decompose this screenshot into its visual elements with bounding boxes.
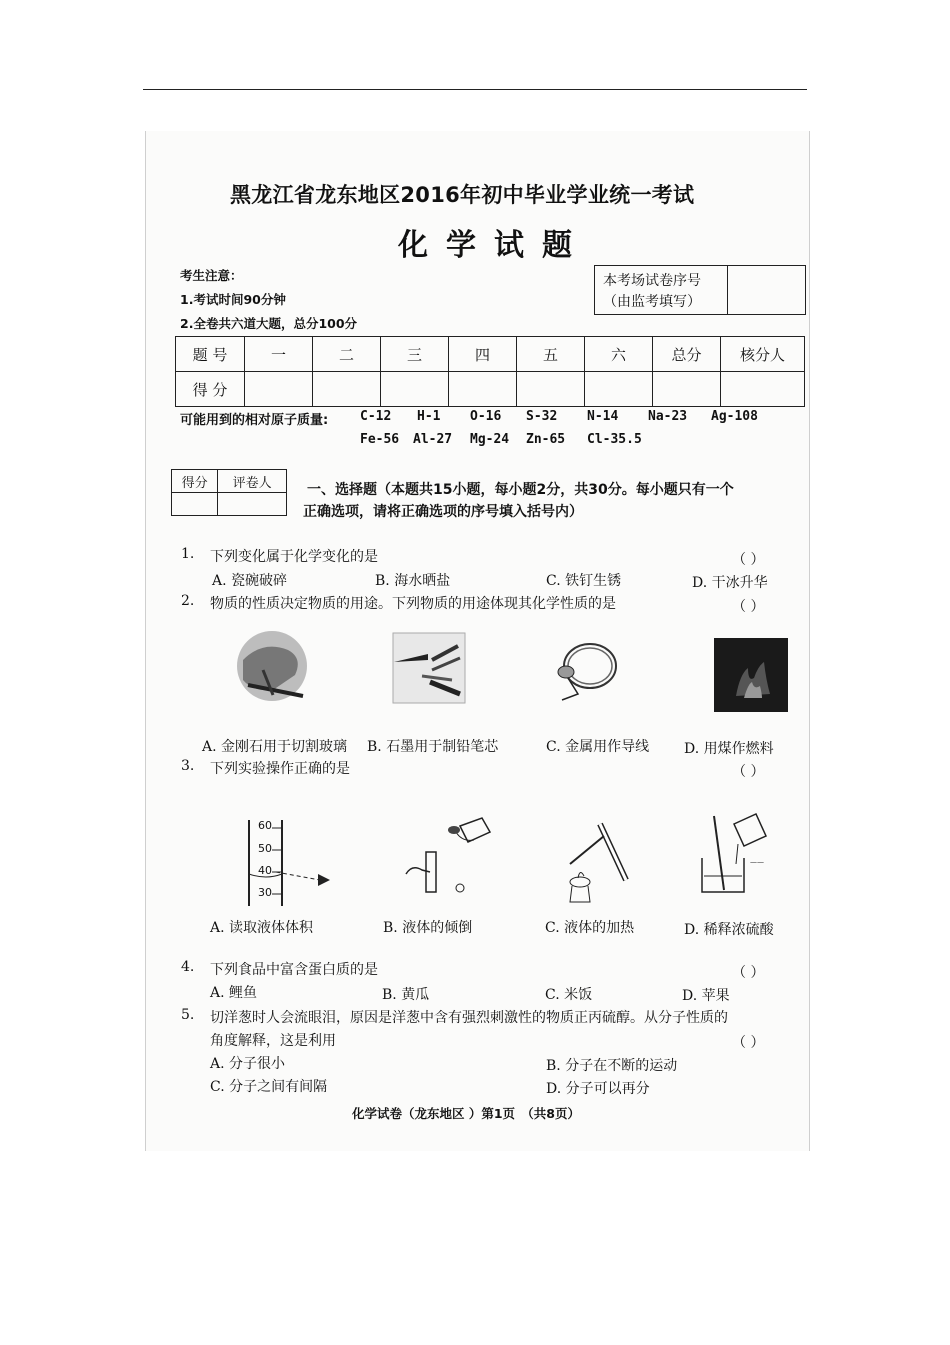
notice-item-1: 1.考试时间90分钟 — [180, 292, 286, 307]
question-text: 下列实验操作正确的是 — [210, 761, 350, 777]
option: A. 读取液体体积 — [210, 920, 314, 936]
cylinder-tick-label: 30 — [258, 886, 272, 899]
atomic-mass-item: Na-23 — [648, 409, 688, 424]
grader-score-cell[interactable] — [172, 493, 218, 516]
svg-text:——: —— — [750, 858, 764, 866]
question-text-continued: 角度解释，这是利用 — [210, 1033, 336, 1049]
dilute-sulfuric-acid-image — [690, 812, 786, 896]
option: B. 液体的倾倒 — [383, 920, 473, 936]
atomic-mass-item: N-14 — [587, 409, 619, 424]
grader-score-label: 得分 — [172, 470, 218, 493]
option: D. 分子可以再分 — [546, 1081, 650, 1097]
notice-heading: 考生注意： — [180, 268, 243, 283]
option: B. 石墨用于制铅笔芯 — [367, 739, 499, 755]
atomic-mass-item: Ag-108 — [711, 409, 758, 424]
score-header-cell: 二 — [313, 337, 381, 372]
question-text: 下列变化属于化学变化的是 — [210, 549, 378, 565]
seat-number-box — [594, 265, 806, 315]
atomic-mass-label: 可能用到的相对原子质量: — [180, 413, 329, 428]
grader-name-cell[interactable] — [218, 493, 287, 516]
graphite-pencil-image — [392, 632, 466, 704]
graduated-cylinder-image — [236, 818, 346, 908]
atomic-mass-item: Fe-56 — [360, 432, 400, 447]
score-header-cell: 总分 — [653, 337, 721, 372]
score-input-cell[interactable] — [585, 372, 653, 407]
score-header-cell: 四 — [449, 337, 517, 372]
option: D. 用煤作燃料 — [684, 741, 774, 757]
cylinder-tick-label: 50 — [258, 842, 272, 855]
atomic-mass-item: Mg-24 — [470, 432, 510, 447]
score-table — [175, 336, 805, 407]
score-header-cell: 六 — [585, 337, 653, 372]
grader-name-label: 评卷人 — [218, 470, 287, 493]
answer-bracket[interactable]: （ ） — [732, 599, 765, 615]
seat-box-line2: （由监考填写） — [603, 294, 701, 310]
question-number: 5. — [181, 1007, 195, 1023]
option: A. 分子很小 — [210, 1056, 286, 1072]
option: B. 海水晒盐 — [375, 573, 451, 589]
atomic-mass-item: H-1 — [417, 409, 441, 424]
score-header-cell: 五 — [517, 337, 585, 372]
grader-box — [171, 469, 287, 516]
question-text: 切洋葱时人会流眼泪，原因是洋葱中含有强烈刺激性的物质正丙硫醇。从分子性质的 — [210, 1010, 728, 1026]
atomic-mass-item: Cl-35.5 — [587, 432, 642, 447]
diamond-cutting-glass-image — [233, 630, 311, 702]
option: C. 金属用作导线 — [546, 739, 650, 755]
score-input-cell[interactable] — [517, 372, 585, 407]
question-number: 1. — [181, 546, 195, 562]
score-input-cell[interactable] — [313, 372, 381, 407]
atomic-mass-item: Al-27 — [413, 432, 453, 447]
score-row-label: 得 分 — [176, 372, 245, 407]
score-input-cell[interactable] — [381, 372, 449, 407]
section-heading-line1: 一、选择题（本题共15小题，每小题2分，共30分。每小题只有一个 — [307, 482, 734, 498]
atomic-mass-item: O-16 — [470, 409, 502, 424]
atomic-mass-item: C-12 — [360, 409, 392, 424]
option: C. 米饭 — [545, 987, 593, 1003]
score-table-score-row — [176, 372, 805, 407]
option: C. 分子之间有间隔 — [210, 1079, 328, 1095]
option: B. 分子在不断的运动 — [546, 1058, 678, 1074]
option: C. 液体的加热 — [545, 920, 635, 936]
top-rule — [143, 89, 807, 90]
atomic-mass-item: S-32 — [526, 409, 558, 424]
score-input-cell[interactable] — [653, 372, 721, 407]
score-header-cell: 题 号 — [176, 337, 245, 372]
answer-bracket[interactable]: （ ） — [732, 1035, 765, 1051]
score-input-cell[interactable] — [449, 372, 517, 407]
coal-fire-image — [714, 638, 788, 712]
question-number: 3. — [181, 758, 195, 774]
score-input-cell[interactable] — [721, 372, 805, 407]
cylinder-tick-label: 60 — [258, 819, 272, 832]
page-footer: 化学试卷（龙东地区 ）第1页 （共8页） — [352, 1106, 580, 1121]
option: C. 铁钉生锈 — [546, 573, 622, 589]
option: A. 鲤鱼 — [210, 985, 258, 1001]
option: D. 苹果 — [682, 988, 730, 1004]
cylinder-tick-label: 40 — [258, 864, 272, 877]
question-text: 下列食品中富含蛋白质的是 — [210, 962, 378, 978]
score-header-cell: 三 — [381, 337, 449, 372]
answer-bracket[interactable]: （ ） — [732, 552, 765, 568]
score-table-header-row — [176, 337, 805, 372]
option: A. 瓷碗破碎 — [212, 573, 288, 589]
seat-box-line1: 本考场试卷序号 — [603, 273, 701, 289]
liquid-heating-image — [560, 816, 646, 906]
notice-item-2: 2.全卷共六道大题，总分100分 — [180, 316, 358, 331]
answer-bracket[interactable]: （ ） — [732, 965, 765, 981]
option: B. 黄瓜 — [382, 987, 430, 1003]
answer-bracket[interactable]: （ ） — [732, 764, 765, 780]
option: D. 干冰升华 — [692, 575, 768, 591]
question-number: 4. — [181, 959, 195, 975]
question-text: 物质的性质决定物质的用途。下列物质的用途体现其化学性质的是 — [210, 596, 616, 612]
option: A. 金刚石用于切割玻璃 — [202, 739, 348, 755]
question-number: 2. — [181, 593, 195, 609]
subject-title: 化学试题 — [398, 228, 590, 263]
score-header-cell: 一 — [245, 337, 313, 372]
atomic-mass-item: Zn-65 — [526, 432, 566, 447]
liquid-pouring-image — [402, 812, 494, 896]
score-input-cell[interactable] — [245, 372, 313, 407]
metal-wire-coil-image — [554, 636, 620, 704]
exam-title: 黑龙江省龙东地区2016年初中毕业学业统一考试 — [230, 183, 695, 207]
section-heading-line2: 正确选项，请将正确选项的序号填入括号内） — [303, 504, 583, 520]
score-header-cell: 核分人 — [721, 337, 805, 372]
option: D. 稀释浓硫酸 — [684, 922, 774, 938]
